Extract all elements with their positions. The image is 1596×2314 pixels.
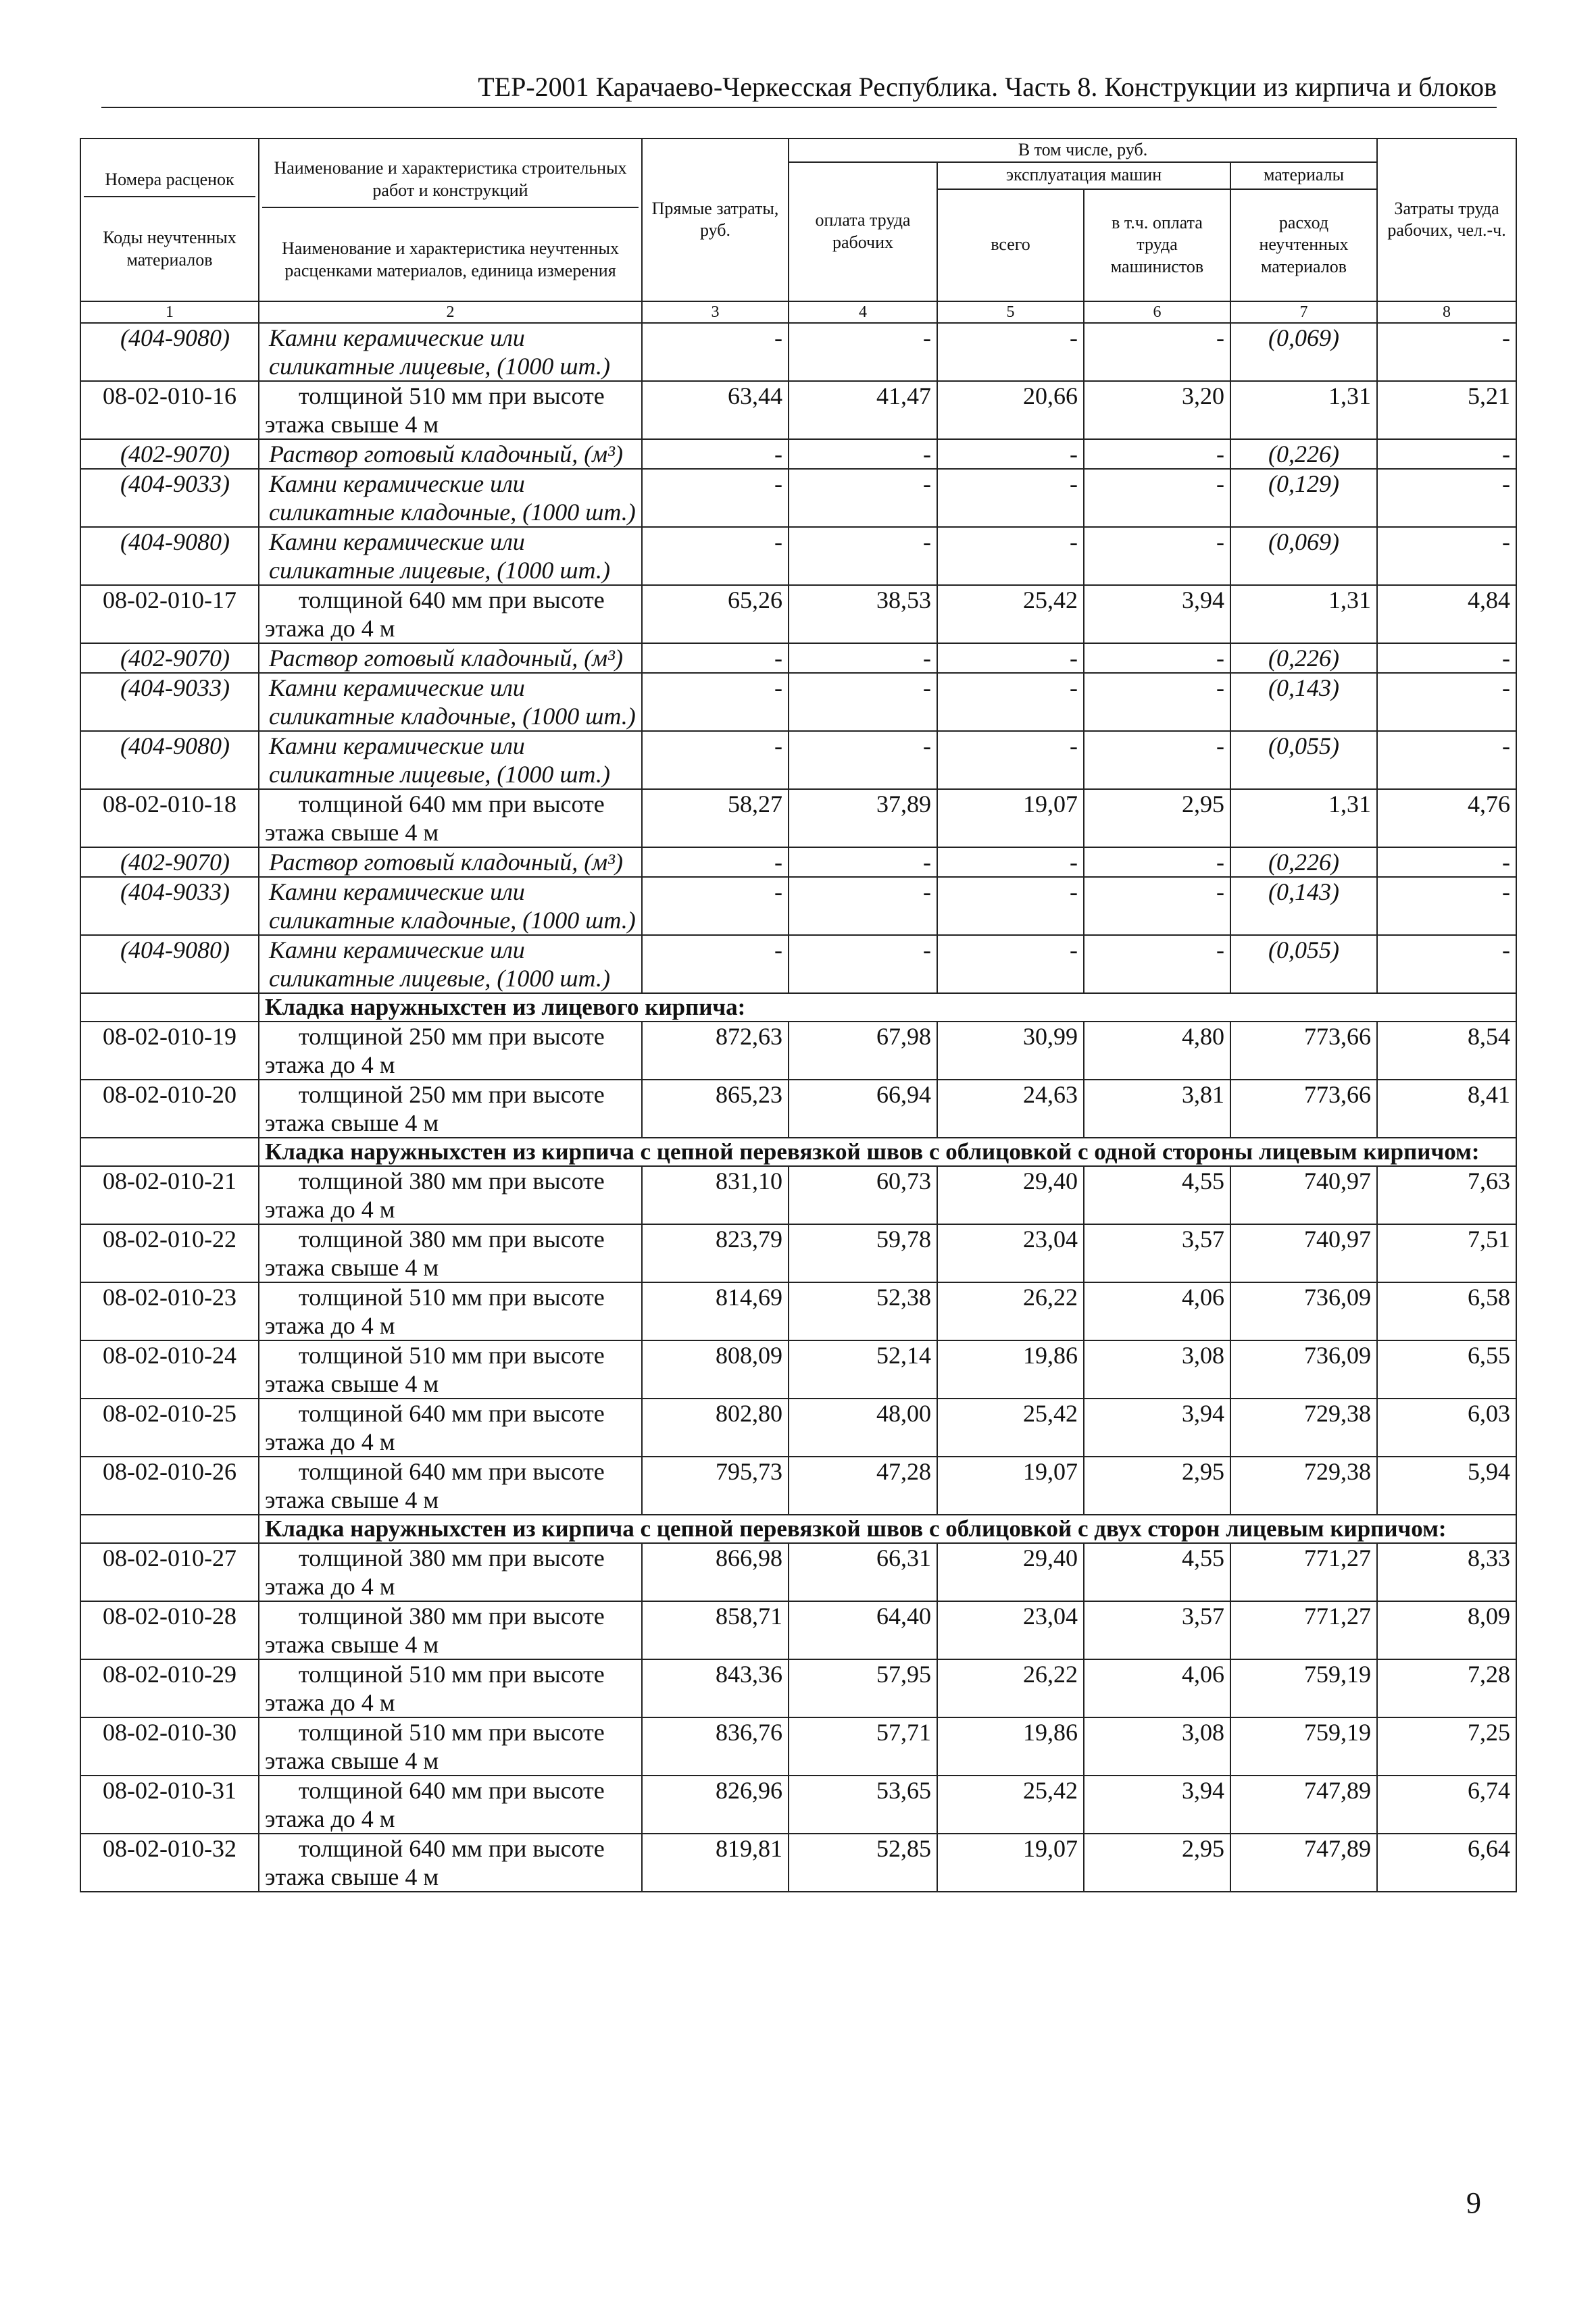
value-cell: - bbox=[642, 439, 789, 469]
value-cell: - bbox=[1084, 731, 1230, 789]
value-cell: 747,89 bbox=[1230, 1776, 1377, 1834]
rate-row bbox=[80, 1224, 1516, 1282]
col-machines-total-header: всего bbox=[937, 189, 1084, 301]
value-cell: - bbox=[1084, 935, 1230, 993]
value-cell: - bbox=[642, 877, 789, 935]
material-code: (404-9080) bbox=[80, 731, 259, 789]
section-title: Кладка наружныхстен из лицевого кирпича: bbox=[259, 993, 1516, 1022]
value-cell: 52,38 bbox=[789, 1282, 937, 1340]
material-code: (404-9080) bbox=[80, 527, 259, 585]
section-heading-row bbox=[80, 1138, 1516, 1166]
value-cell: 3,20 bbox=[1084, 381, 1230, 439]
section-title: Кладка наружныхстен из кирпича с цепной перевязкой швов с облицовкой с одной стороны лицевым кирпичом: bbox=[259, 1138, 1516, 1166]
material-name: Камни керамические или силикатные кладочные, (1000 шт.) bbox=[259, 673, 642, 731]
value-cell: - bbox=[789, 469, 937, 527]
value-cell: (0,069) bbox=[1230, 527, 1377, 585]
col-number: 6 bbox=[1084, 301, 1230, 323]
value-cell: 771,27 bbox=[1230, 1601, 1377, 1659]
value-cell: - bbox=[1084, 673, 1230, 731]
value-cell: 6,64 bbox=[1377, 1834, 1516, 1892]
value-cell: - bbox=[1084, 527, 1230, 585]
value-cell: 836,76 bbox=[642, 1717, 789, 1776]
rate-row bbox=[80, 1543, 1516, 1601]
value-cell: 59,78 bbox=[789, 1224, 937, 1282]
value-cell: 7,25 bbox=[1377, 1717, 1516, 1776]
work-description: толщиной 380 мм при высоте этажа свыше 4 м bbox=[259, 1224, 642, 1282]
value-cell: - bbox=[1377, 877, 1516, 935]
rate-code: 08-02-010-19 bbox=[80, 1022, 259, 1080]
col-number: 1 bbox=[80, 301, 259, 323]
rate-row bbox=[80, 1457, 1516, 1515]
value-cell: 5,94 bbox=[1377, 1457, 1516, 1515]
material-row bbox=[80, 877, 1516, 935]
value-cell: 25,42 bbox=[937, 1399, 1084, 1457]
value-cell: 4,06 bbox=[1084, 1659, 1230, 1717]
rate-row bbox=[80, 1166, 1516, 1224]
rate-code: 08-02-010-31 bbox=[80, 1776, 259, 1834]
value-cell: 7,28 bbox=[1377, 1659, 1516, 1717]
value-cell: - bbox=[642, 323, 789, 381]
section-code-cell bbox=[80, 1138, 259, 1166]
value-cell: 29,40 bbox=[937, 1543, 1084, 1601]
value-cell: 831,10 bbox=[642, 1166, 789, 1224]
value-cell: - bbox=[789, 439, 937, 469]
col-materials-group-header: материалы bbox=[1230, 162, 1377, 189]
value-cell: 19,07 bbox=[937, 1457, 1084, 1515]
rate-code: 08-02-010-23 bbox=[80, 1282, 259, 1340]
value-cell: - bbox=[1084, 877, 1230, 935]
rate-code: 08-02-010-24 bbox=[80, 1340, 259, 1399]
value-cell: 65,26 bbox=[642, 585, 789, 643]
col-names-header: Наименование и характеристика строительных работ и конструкций Наименование и характеристика неучтенных расценками материалов, единица измерения bbox=[259, 139, 642, 301]
work-description: толщиной 250 мм при высоте этажа до 4 м bbox=[259, 1022, 642, 1080]
value-cell: 23,04 bbox=[937, 1224, 1084, 1282]
value-cell: - bbox=[1377, 935, 1516, 993]
value-cell: 759,19 bbox=[1230, 1717, 1377, 1776]
page-number: 9 bbox=[1466, 2186, 1481, 2219]
rate-row bbox=[80, 1834, 1516, 1892]
work-description: толщиной 510 мм при высоте этажа свыше 4 м bbox=[259, 1340, 642, 1399]
value-cell: (0,226) bbox=[1230, 847, 1377, 877]
value-cell: - bbox=[937, 847, 1084, 877]
value-cell: 8,41 bbox=[1377, 1080, 1516, 1138]
value-cell: 843,36 bbox=[642, 1659, 789, 1717]
value-cell: 47,28 bbox=[789, 1457, 937, 1515]
value-cell: 736,09 bbox=[1230, 1340, 1377, 1399]
value-cell: 4,84 bbox=[1377, 585, 1516, 643]
value-cell: 38,53 bbox=[789, 585, 937, 643]
value-cell: 814,69 bbox=[642, 1282, 789, 1340]
work-description: толщиной 510 мм при высоте этажа свыше 4 м bbox=[259, 381, 642, 439]
value-cell: - bbox=[642, 847, 789, 877]
value-cell: 19,86 bbox=[937, 1340, 1084, 1399]
value-cell: 57,71 bbox=[789, 1717, 937, 1776]
rate-code: 08-02-010-16 bbox=[80, 381, 259, 439]
value-cell: - bbox=[789, 847, 937, 877]
col-machinists-wages-header: в т.ч. оплата труда машинистов bbox=[1084, 189, 1230, 301]
rate-row bbox=[80, 1022, 1516, 1080]
value-cell: 4,55 bbox=[1084, 1166, 1230, 1224]
value-cell: - bbox=[937, 877, 1084, 935]
work-description: толщиной 250 мм при высоте этажа свыше 4 м bbox=[259, 1080, 642, 1138]
rate-row bbox=[80, 1601, 1516, 1659]
value-cell: 759,19 bbox=[1230, 1659, 1377, 1717]
column-numbers-row bbox=[80, 301, 1516, 323]
rate-code: 08-02-010-22 bbox=[80, 1224, 259, 1282]
work-description: толщиной 380 мм при высоте этажа до 4 м bbox=[259, 1166, 642, 1224]
value-cell: (0,055) bbox=[1230, 935, 1377, 993]
value-cell: - bbox=[937, 673, 1084, 731]
value-cell: (0,143) bbox=[1230, 673, 1377, 731]
material-row bbox=[80, 527, 1516, 585]
value-cell: - bbox=[1377, 323, 1516, 381]
value-cell: 53,65 bbox=[789, 1776, 937, 1834]
value-cell: 7,63 bbox=[1377, 1166, 1516, 1224]
value-cell: 66,31 bbox=[789, 1543, 937, 1601]
material-name: Камни керамические или силикатные лицевые, (1000 шт.) bbox=[259, 323, 642, 381]
value-cell: 6,58 bbox=[1377, 1282, 1516, 1340]
col-machines-header: эксплуатация машин bbox=[937, 162, 1230, 189]
value-cell: - bbox=[1084, 469, 1230, 527]
rate-row bbox=[80, 585, 1516, 643]
value-cell: 67,98 bbox=[789, 1022, 937, 1080]
work-description: толщиной 640 мм при высоте этажа свыше 4 м bbox=[259, 1457, 642, 1515]
value-cell: 808,09 bbox=[642, 1340, 789, 1399]
value-cell: - bbox=[789, 643, 937, 673]
material-name: Камни керамические или силикатные кладочные, (1000 шт.) bbox=[259, 877, 642, 935]
rate-row bbox=[80, 381, 1516, 439]
col-codes-header: Номера расценок Коды неучтенных материалов bbox=[80, 139, 259, 301]
value-cell: 60,73 bbox=[789, 1166, 937, 1224]
value-cell: 3,08 bbox=[1084, 1340, 1230, 1399]
rate-code: 08-02-010-17 bbox=[80, 585, 259, 643]
value-cell: 41,47 bbox=[789, 381, 937, 439]
col-number: 7 bbox=[1230, 301, 1377, 323]
rate-row bbox=[80, 1282, 1516, 1340]
value-cell: 740,97 bbox=[1230, 1166, 1377, 1224]
section-code-cell bbox=[80, 1515, 259, 1543]
value-cell: - bbox=[789, 323, 937, 381]
material-row bbox=[80, 673, 1516, 731]
material-row bbox=[80, 731, 1516, 789]
value-cell: (0,055) bbox=[1230, 731, 1377, 789]
value-cell: 25,42 bbox=[937, 1776, 1084, 1834]
col-number: 4 bbox=[789, 301, 937, 323]
col-labor-header: Затраты труда рабочих, чел.-ч. bbox=[1377, 139, 1516, 301]
value-cell: 2,95 bbox=[1084, 789, 1230, 847]
value-cell: - bbox=[642, 527, 789, 585]
material-row bbox=[80, 643, 1516, 673]
value-cell: 19,07 bbox=[937, 789, 1084, 847]
rate-code: 08-02-010-21 bbox=[80, 1166, 259, 1224]
value-cell: 26,22 bbox=[937, 1282, 1084, 1340]
value-cell: 19,07 bbox=[937, 1834, 1084, 1892]
value-cell: 773,66 bbox=[1230, 1022, 1377, 1080]
value-cell: 858,71 bbox=[642, 1601, 789, 1659]
value-cell: (0,069) bbox=[1230, 323, 1377, 381]
rate-code: 08-02-010-29 bbox=[80, 1659, 259, 1717]
value-cell: - bbox=[1084, 643, 1230, 673]
value-cell: 747,89 bbox=[1230, 1834, 1377, 1892]
work-description: толщиной 640 мм при высоте этажа до 4 м bbox=[259, 585, 642, 643]
value-cell: 52,14 bbox=[789, 1340, 937, 1399]
value-cell: 872,63 bbox=[642, 1022, 789, 1080]
value-cell: 826,96 bbox=[642, 1776, 789, 1834]
value-cell: - bbox=[1377, 673, 1516, 731]
section-heading-row bbox=[80, 993, 1516, 1022]
material-row bbox=[80, 439, 1516, 469]
material-name: Раствор готовый кладочный, (м³) bbox=[259, 439, 642, 469]
value-cell: (0,129) bbox=[1230, 469, 1377, 527]
material-code: (404-9033) bbox=[80, 469, 259, 527]
value-cell: - bbox=[789, 527, 937, 585]
col-direct-costs-header: Прямые затраты, руб. bbox=[642, 139, 789, 301]
value-cell: 57,95 bbox=[789, 1659, 937, 1717]
value-cell: 48,00 bbox=[789, 1399, 937, 1457]
value-cell: 3,57 bbox=[1084, 1224, 1230, 1282]
col-group-header: В том числе, руб. bbox=[789, 139, 1377, 162]
value-cell: 1,31 bbox=[1230, 789, 1377, 847]
material-name: Камни керамические или силикатные кладочные, (1000 шт.) bbox=[259, 469, 642, 527]
value-cell: 4,80 bbox=[1084, 1022, 1230, 1080]
rate-code: 08-02-010-27 bbox=[80, 1543, 259, 1601]
value-cell: - bbox=[1377, 527, 1516, 585]
value-cell: - bbox=[1084, 323, 1230, 381]
value-cell: - bbox=[642, 673, 789, 731]
work-description: толщиной 640 мм при высоте этажа свыше 4 м bbox=[259, 789, 642, 847]
rate-row bbox=[80, 1776, 1516, 1834]
work-description: толщиной 510 мм при высоте этажа свыше 4 м bbox=[259, 1717, 642, 1776]
rate-row bbox=[80, 789, 1516, 847]
value-cell: 773,66 bbox=[1230, 1080, 1377, 1138]
value-cell: - bbox=[642, 731, 789, 789]
value-cell: 771,27 bbox=[1230, 1543, 1377, 1601]
value-cell: 30,99 bbox=[937, 1022, 1084, 1080]
rates-table bbox=[80, 138, 1517, 1892]
rate-code: 08-02-010-18 bbox=[80, 789, 259, 847]
value-cell: - bbox=[937, 731, 1084, 789]
value-cell: - bbox=[1377, 643, 1516, 673]
value-cell: 66,94 bbox=[789, 1080, 937, 1138]
value-cell: 6,55 bbox=[1377, 1340, 1516, 1399]
material-code: (402-9070) bbox=[80, 439, 259, 469]
value-cell: 1,31 bbox=[1230, 381, 1377, 439]
value-cell: 29,40 bbox=[937, 1166, 1084, 1224]
material-name: Камни керамические или силикатные лицевые, (1000 шт.) bbox=[259, 731, 642, 789]
rate-code: 08-02-010-28 bbox=[80, 1601, 259, 1659]
material-row bbox=[80, 469, 1516, 527]
value-cell: (0,143) bbox=[1230, 877, 1377, 935]
value-cell: 58,27 bbox=[642, 789, 789, 847]
rate-code: 08-02-010-20 bbox=[80, 1080, 259, 1138]
page-header: ТЕР-2001 Карачаево-Черкесская Республика. Часть 8. Конструкции из кирпича и блоков bbox=[101, 71, 1497, 108]
material-code: (404-9033) bbox=[80, 877, 259, 935]
value-cell: 5,21 bbox=[1377, 381, 1516, 439]
material-row bbox=[80, 847, 1516, 877]
rate-row bbox=[80, 1340, 1516, 1399]
rate-row bbox=[80, 1399, 1516, 1457]
table-header bbox=[80, 139, 1516, 323]
value-cell: - bbox=[1377, 847, 1516, 877]
material-code: (404-9080) bbox=[80, 323, 259, 381]
value-cell: - bbox=[1084, 439, 1230, 469]
value-cell: 8,54 bbox=[1377, 1022, 1516, 1080]
value-cell: 740,97 bbox=[1230, 1224, 1377, 1282]
value-cell: 795,73 bbox=[642, 1457, 789, 1515]
value-cell: 64,40 bbox=[789, 1601, 937, 1659]
value-cell: - bbox=[937, 935, 1084, 993]
value-cell: - bbox=[789, 673, 937, 731]
material-name: Раствор готовый кладочный, (м³) bbox=[259, 643, 642, 673]
value-cell: 2,95 bbox=[1084, 1834, 1230, 1892]
value-cell: 736,09 bbox=[1230, 1282, 1377, 1340]
value-cell: 4,55 bbox=[1084, 1543, 1230, 1601]
rate-code: 08-02-010-30 bbox=[80, 1717, 259, 1776]
value-cell: 37,89 bbox=[789, 789, 937, 847]
value-cell: 6,74 bbox=[1377, 1776, 1516, 1834]
rate-code: 08-02-010-26 bbox=[80, 1457, 259, 1515]
value-cell: 819,81 bbox=[642, 1834, 789, 1892]
col-number: 3 bbox=[642, 301, 789, 323]
material-name: Камни керамические или силикатные лицевые, (1000 шт.) bbox=[259, 527, 642, 585]
value-cell: 1,31 bbox=[1230, 585, 1377, 643]
col-wages-header: оплата труда рабочих bbox=[789, 162, 937, 301]
value-cell: - bbox=[642, 935, 789, 993]
col-number: 8 bbox=[1377, 301, 1516, 323]
value-cell: - bbox=[789, 731, 937, 789]
col-materials-header: расход неучтенных материалов bbox=[1230, 189, 1377, 301]
rate-code: 08-02-010-32 bbox=[80, 1834, 259, 1892]
work-description: толщиной 640 мм при высоте этажа свыше 4 м bbox=[259, 1834, 642, 1892]
work-description: толщиной 510 мм при высоте этажа до 4 м bbox=[259, 1282, 642, 1340]
value-cell: 729,38 bbox=[1230, 1399, 1377, 1457]
rate-code: 08-02-010-25 bbox=[80, 1399, 259, 1457]
value-cell: 24,63 bbox=[937, 1080, 1084, 1138]
value-cell: 20,66 bbox=[937, 381, 1084, 439]
material-row bbox=[80, 935, 1516, 993]
value-cell: 865,23 bbox=[642, 1080, 789, 1138]
value-cell: - bbox=[937, 323, 1084, 381]
value-cell: 866,98 bbox=[642, 1543, 789, 1601]
value-cell: 3,94 bbox=[1084, 1776, 1230, 1834]
value-cell: 2,95 bbox=[1084, 1457, 1230, 1515]
value-cell: 729,38 bbox=[1230, 1457, 1377, 1515]
value-cell: (0,226) bbox=[1230, 439, 1377, 469]
work-description: толщиной 640 мм при высоте этажа до 4 м bbox=[259, 1776, 642, 1834]
value-cell: 823,79 bbox=[642, 1224, 789, 1282]
material-code: (404-9033) bbox=[80, 673, 259, 731]
work-description: толщиной 510 мм при высоте этажа до 4 м bbox=[259, 1659, 642, 1717]
value-cell: 3,81 bbox=[1084, 1080, 1230, 1138]
value-cell: 3,94 bbox=[1084, 585, 1230, 643]
value-cell: 25,42 bbox=[937, 585, 1084, 643]
value-cell: 8,09 bbox=[1377, 1601, 1516, 1659]
value-cell: 26,22 bbox=[937, 1659, 1084, 1717]
value-cell: 4,76 bbox=[1377, 789, 1516, 847]
material-name: Раствор готовый кладочный, (м³) bbox=[259, 847, 642, 877]
value-cell: 3,08 bbox=[1084, 1717, 1230, 1776]
section-heading-row bbox=[80, 1515, 1516, 1543]
value-cell: - bbox=[789, 935, 937, 993]
value-cell: - bbox=[937, 527, 1084, 585]
material-row bbox=[80, 323, 1516, 381]
value-cell: 802,80 bbox=[642, 1399, 789, 1457]
value-cell: 7,51 bbox=[1377, 1224, 1516, 1282]
material-code: (402-9070) bbox=[80, 847, 259, 877]
rate-row bbox=[80, 1080, 1516, 1138]
value-cell: - bbox=[642, 643, 789, 673]
material-code: (404-9080) bbox=[80, 935, 259, 993]
value-cell: - bbox=[789, 877, 937, 935]
value-cell: 3,94 bbox=[1084, 1399, 1230, 1457]
value-cell: - bbox=[1377, 731, 1516, 789]
value-cell: - bbox=[937, 439, 1084, 469]
value-cell: 6,03 bbox=[1377, 1399, 1516, 1457]
material-name: Камни керамические или силикатные лицевые, (1000 шт.) bbox=[259, 935, 642, 993]
value-cell: 3,57 bbox=[1084, 1601, 1230, 1659]
col-number: 5 bbox=[937, 301, 1084, 323]
work-description: толщиной 380 мм при высоте этажа свыше 4 м bbox=[259, 1601, 642, 1659]
rate-row bbox=[80, 1659, 1516, 1717]
section-code-cell bbox=[80, 993, 259, 1022]
value-cell: (0,226) bbox=[1230, 643, 1377, 673]
value-cell: 19,86 bbox=[937, 1717, 1084, 1776]
value-cell: - bbox=[937, 643, 1084, 673]
value-cell: 4,06 bbox=[1084, 1282, 1230, 1340]
rate-row bbox=[80, 1717, 1516, 1776]
table-body bbox=[80, 323, 1516, 1892]
section-title: Кладка наружныхстен из кирпича с цепной перевязкой швов с облицовкой с двух сторон лицевым кирпичом: bbox=[259, 1515, 1516, 1543]
value-cell: - bbox=[937, 469, 1084, 527]
value-cell: - bbox=[642, 469, 789, 527]
work-description: толщиной 640 мм при высоте этажа до 4 м bbox=[259, 1399, 642, 1457]
value-cell: 63,44 bbox=[642, 381, 789, 439]
value-cell: 52,85 bbox=[789, 1834, 937, 1892]
value-cell: - bbox=[1084, 847, 1230, 877]
value-cell: - bbox=[1377, 469, 1516, 527]
col-number: 2 bbox=[259, 301, 642, 323]
value-cell: 8,33 bbox=[1377, 1543, 1516, 1601]
value-cell: - bbox=[1377, 439, 1516, 469]
work-description: толщиной 380 мм при высоте этажа до 4 м bbox=[259, 1543, 642, 1601]
value-cell: 23,04 bbox=[937, 1601, 1084, 1659]
material-code: (402-9070) bbox=[80, 643, 259, 673]
